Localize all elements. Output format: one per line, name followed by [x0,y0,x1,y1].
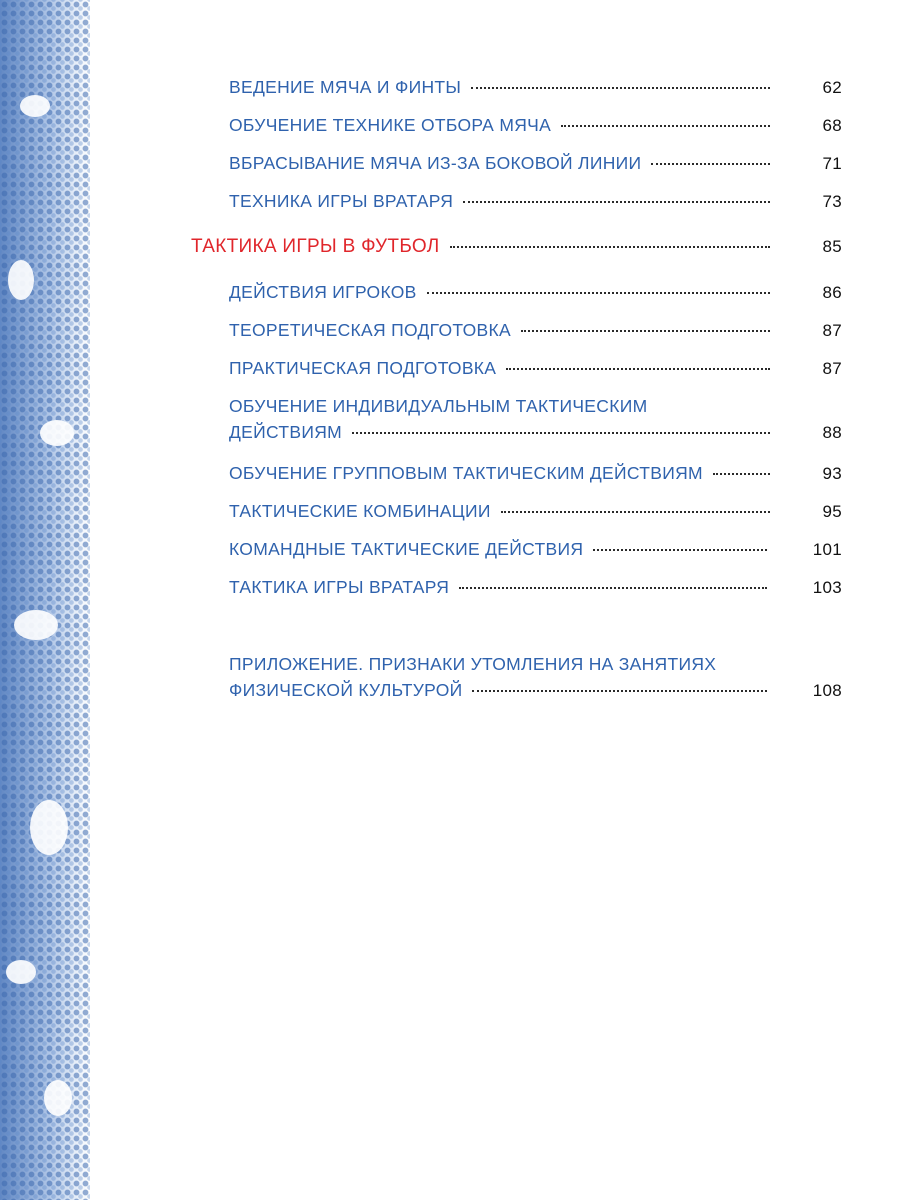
dot-leader [501,511,770,513]
toc-entry[interactable] [229,188,842,215]
dot-leader [506,368,770,370]
toc-entry-title-line1: ОБУЧЕНИЕ ИНДИВИДУАЛЬНЫМ ТАКТИЧЕСКИМ [229,396,648,416]
dot-leader [593,549,766,551]
toc-entry-title: ВЕДЕНИЕ МЯЧА И ФИНТЫ [229,77,462,97]
dot-leader [352,432,770,434]
toc-entry[interactable] [229,498,842,525]
toc-page-number: 62 [822,78,842,97]
toc-page-number: 87 [822,321,842,340]
toc-entry-appendix[interactable] [229,651,842,704]
toc-entry[interactable] [229,74,842,101]
toc-entry[interactable] [229,150,842,177]
dot-leader [713,473,770,475]
toc-entry-title: ОБУЧЕНИЕ ТЕХНИКЕ ОТБОРА МЯЧА [229,115,552,135]
toc-entry[interactable] [229,355,842,382]
dot-leader [651,163,770,165]
toc-page-number: 73 [822,192,842,211]
toc-section-title: ТАКТИКА ИГРЫ В ФУТБОЛ [191,236,440,257]
toc-entry[interactable] [229,574,842,601]
dot-leader [472,690,766,692]
toc-entry-title: ОБУЧЕНИЕ ГРУППОВЫМ ТАКТИЧЕСКИМ ДЕЙСТВИЯМ [229,463,703,483]
dot-leader [561,125,770,127]
toc-entry-title-line1: ПРИЛОЖЕНИЕ. ПРИЗНАКИ УТОМЛЕНИЯ НА ЗАНЯТИЯХ [229,654,717,674]
toc-entry[interactable] [229,317,842,344]
toc-entry[interactable] [229,279,842,306]
toc-page-number: 71 [822,154,842,173]
toc-page-number: 93 [822,464,842,483]
toc-entry-title: КОМАНДНЫЕ ТАКТИЧЕСКИЕ ДЕЙСТВИЯ [229,539,584,559]
dot-leader [450,246,770,248]
dot-leader [471,87,770,89]
dot-leader [459,587,766,589]
toc-page-number: 103 [812,578,842,597]
toc-entry-title: ТАКТИКА ИГРЫ ВРАТАРЯ [229,577,450,597]
toc-entry[interactable] [229,460,842,487]
toc-page-number: 85 [822,237,842,256]
dot-leader [521,330,770,332]
dot-leader [427,292,770,294]
toc-page-number: 108 [812,681,842,700]
toc-entry-title: ТЕХНИКА ИГРЫ ВРАТАРЯ [229,191,454,211]
toc-entry[interactable] [229,112,842,139]
toc-entry-title: ТЕОРЕТИЧЕСКАЯ ПОДГОТОВКА [229,320,511,340]
toc-entry-title: ДЕЙСТВИЯ ИГРОКОВ [229,282,417,302]
toc-entry-title: ПРАКТИЧЕСКАЯ ПОДГОТОВКА [229,358,497,378]
toc-entry-title-line2: ДЕЙСТВИЯМ [229,422,343,442]
toc-entry-title: ТАКТИЧЕСКИЕ КОМБИНАЦИИ [229,501,491,521]
toc-entry[interactable] [229,536,842,563]
toc-page-number: 101 [812,540,842,559]
toc-page-number: 88 [822,423,842,442]
toc-entry-title-line2: ФИЗИЧЕСКОЙ КУЛЬТУРОЙ [229,680,463,700]
toc-page-number: 95 [822,502,842,521]
dot-leader [463,201,770,203]
toc-section-heading[interactable] [191,234,842,260]
toc-entry-title: ВБРАСЫВАНИЕ МЯЧА ИЗ-ЗА БОКОВОЙ ЛИНИИ [229,153,642,173]
toc-page-number: 87 [822,359,842,378]
toc-entry[interactable] [229,393,842,446]
toc-page-number: 86 [822,283,842,302]
toc-page-number: 68 [822,116,842,135]
